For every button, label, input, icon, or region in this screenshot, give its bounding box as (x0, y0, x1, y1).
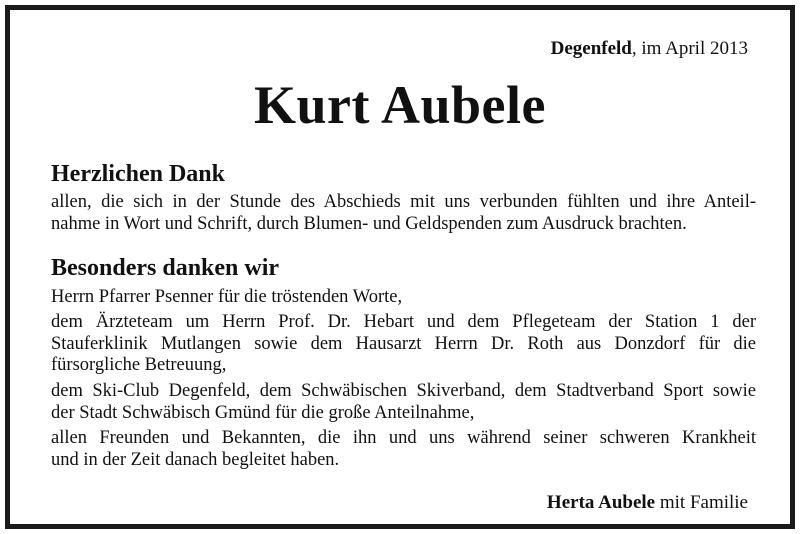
text-line: dem Ski-Club Degenfeld, dem Schwäbischen Skiverband, dem Stadtverband Sport sowie (51, 381, 756, 401)
thanks-paragraph (51, 192, 756, 235)
place: Degenfeld (550, 38, 632, 59)
deceased-name: Kurt Aubele (253, 75, 546, 135)
text-line: allen Freunden und Bekannten, die ihn und uns während seiner schweren Krankheit (51, 428, 756, 448)
obituary-notice (5, 5, 795, 529)
heading-thanks: Herzlichen Dank (51, 161, 225, 187)
place-date (551, 37, 748, 61)
text-line: Stauferklinik Mutlangen sowie dem Hausarzt Herrn Dr. Roth aus Donzdorf für die (51, 333, 756, 354)
text-line: der Stadt Schwäbisch Gmünd für die große Anteilnahme, (51, 402, 475, 423)
date: , im April 2013 (631, 38, 748, 59)
signature-names: Herta Aubele (546, 492, 656, 513)
thanks-paragraph (51, 287, 756, 309)
signature-suffix: mit Familie (655, 492, 748, 513)
text-line: fürsorgliche Betreuung, (51, 355, 227, 375)
thanks-paragraph (51, 381, 756, 424)
thanks-paragraph (51, 428, 756, 471)
text-line: allen, die sich in der Stunde des Abschieds mit uns verbunden fühlten und ihre Anteil- (51, 192, 756, 212)
text-line: und in der Zeit danach begleitet haben. (51, 449, 340, 470)
thanks-paragraph (51, 312, 756, 377)
text-line: nahme in Wort und Schrift, durch Blumen- und Geldspenden zum Ausdruck brachten. (51, 213, 687, 234)
text-line: dem Ärzteteam um Herrn Prof. Dr. Hebart und dem Pflegeteam der Station 1 der (51, 312, 756, 332)
heading-special-thanks: Besonders danken wir (51, 255, 280, 281)
text-line: Herrn Pfarrer Psenner für die tröstenden Worte, (51, 287, 403, 307)
signature (547, 491, 748, 515)
